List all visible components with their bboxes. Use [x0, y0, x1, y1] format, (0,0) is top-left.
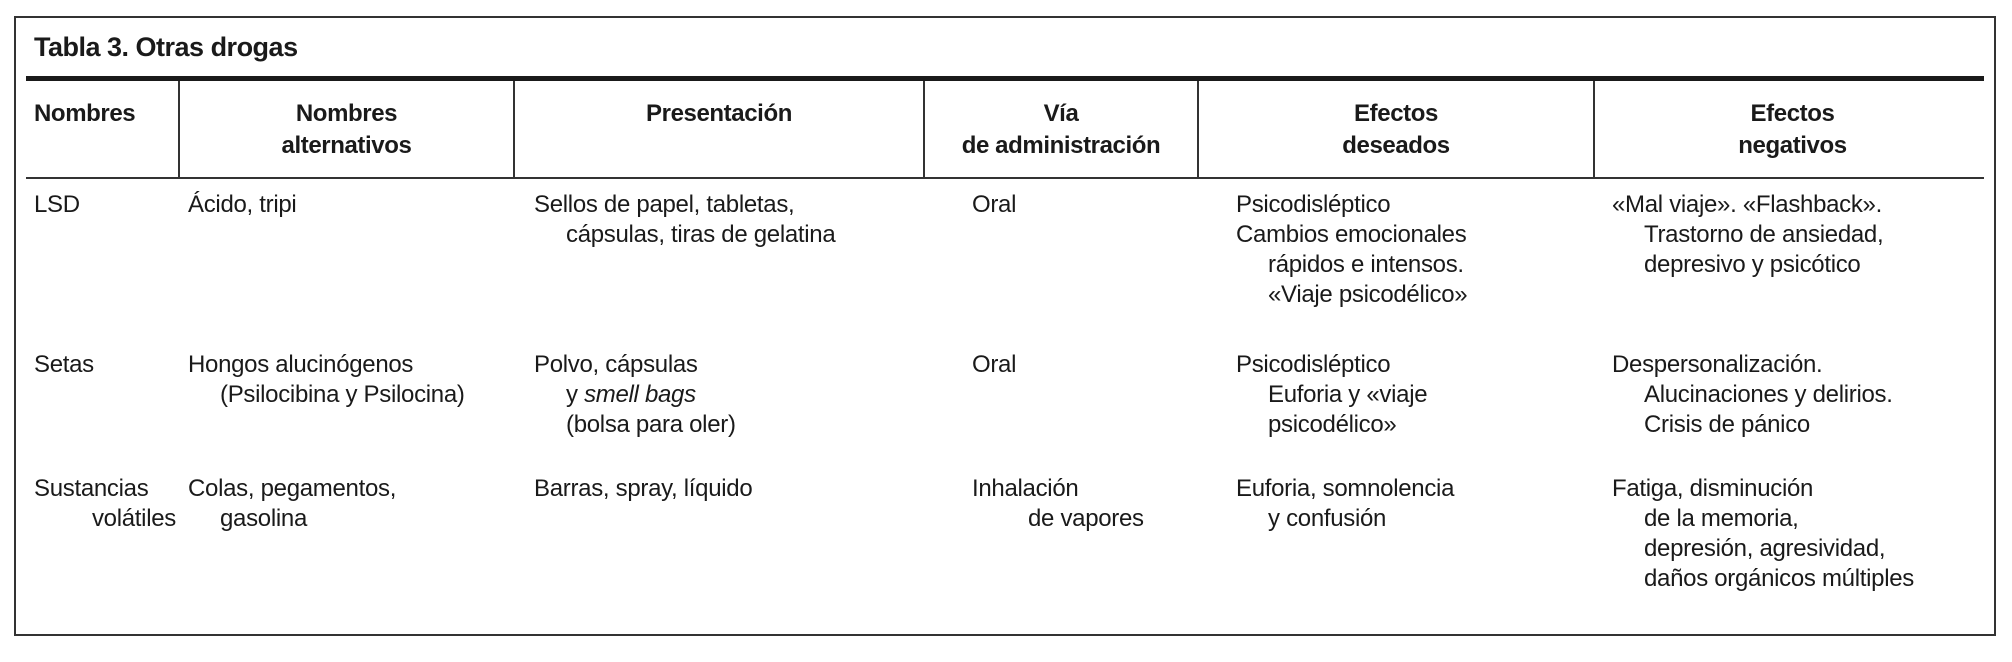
- table-row-setas-negativos: Despersonalización. Alucinaciones y delirios. Crisis de pánico: [1612, 351, 1893, 438]
- table-row-volatiles-nombre: Sustancias volátiles: [34, 475, 176, 532]
- header-efectos-deseados: Efectos deseados: [1342, 100, 1450, 159]
- title-rule: [26, 76, 1984, 81]
- header-nombres-alternativos: Nombres alternativos: [281, 100, 412, 159]
- table-row-volatiles-alternativos: Colas, pegamentos, gasolina: [188, 475, 397, 532]
- table-row-lsd-presentacion: Sellos de papel, tabletas, cápsulas, tiras de gelatina: [534, 191, 836, 248]
- table-row-lsd-via: Oral: [972, 191, 1017, 218]
- table-row-setas-via: Oral: [972, 351, 1017, 378]
- table-frame: [14, 16, 1996, 636]
- table-row-setas-presentacion: Polvo, cápsulas y smell bags (bolsa para oler): [534, 351, 736, 438]
- table-row-lsd-nombre: LSD: [34, 191, 80, 218]
- table-row-lsd-negativos: «Mal viaje». «Flashback». Trastorno de ansiedad, depresivo y psicótico: [1612, 191, 1884, 278]
- table-row-setas-deseados: Psicodisléptico Euforia y «viaje psicodélico»: [1236, 351, 1428, 438]
- header-nombres: Nombres: [34, 100, 136, 127]
- header-efectos-negativos: Efectos negativos: [1738, 100, 1847, 159]
- table-row-volatiles-presentacion: Barras, spray, líquido: [534, 475, 753, 502]
- header-presentacion: Presentación: [646, 100, 792, 127]
- header-rule: [26, 177, 1984, 179]
- table-row-lsd-alternativos: Ácido, tripi: [188, 191, 297, 218]
- table-row-volatiles-via: Inhalación de vapores: [972, 475, 1144, 532]
- table-row-lsd-deseados: Psicodisléptico Cambios emocionales rápidos e intensos. «Viaje psicodélico»: [1236, 191, 1468, 308]
- table-row-setas-nombre: Setas: [34, 351, 94, 378]
- table-row-volatiles-deseados: Euforia, somnolencia y confusión: [1236, 475, 1455, 532]
- header-via: Vía de administración: [961, 100, 1161, 159]
- table-row-volatiles-negativos: Fatiga, disminución de la memoria, depresión, agresividad, daños orgánicos múltiples: [1612, 475, 1914, 592]
- table-title: Tabla 3. Otras drogas: [34, 32, 298, 62]
- table-row-setas-alternativos: Hongos alucinógenos (Psilocibina y Psilocina): [188, 351, 465, 408]
